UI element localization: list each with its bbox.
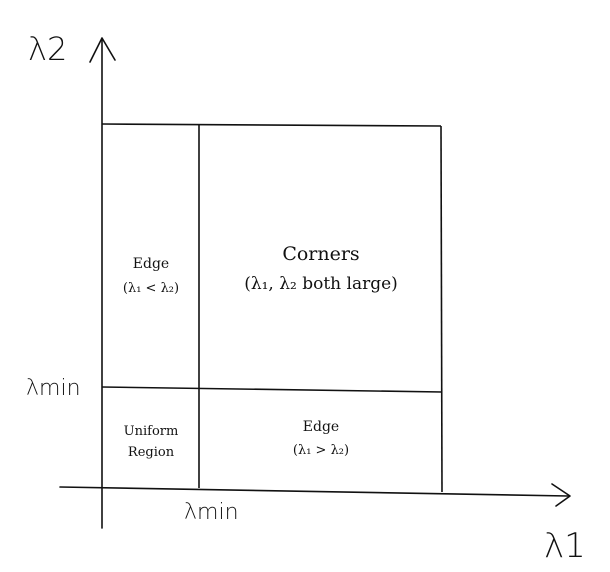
corners-title: Corners xyxy=(282,243,360,265)
edge-bottom-title: Edge xyxy=(302,419,340,435)
y-threshold-label: λmin xyxy=(26,376,81,401)
edge-bottom-condition: (λ₁ > λ₂) xyxy=(292,443,350,458)
x-axis-label: λ1 xyxy=(544,526,586,566)
box-top-edge xyxy=(102,124,441,126)
box-right-edge xyxy=(441,126,442,492)
corners-condition: (λ₁, λ₂ both large) xyxy=(244,274,398,294)
x-threshold-label: λmin xyxy=(184,500,239,525)
x-axis xyxy=(60,487,568,496)
uniform-region-line2: Region xyxy=(127,445,175,460)
y-axis-label: λ2 xyxy=(28,30,68,68)
edge-left-condition: (λ₁ < λ₂) xyxy=(122,281,180,296)
uniform-region-line1: Uniform xyxy=(123,424,179,439)
lambda-min-horizontal-divider xyxy=(102,387,442,392)
edge-left-title: Edge xyxy=(132,256,170,272)
